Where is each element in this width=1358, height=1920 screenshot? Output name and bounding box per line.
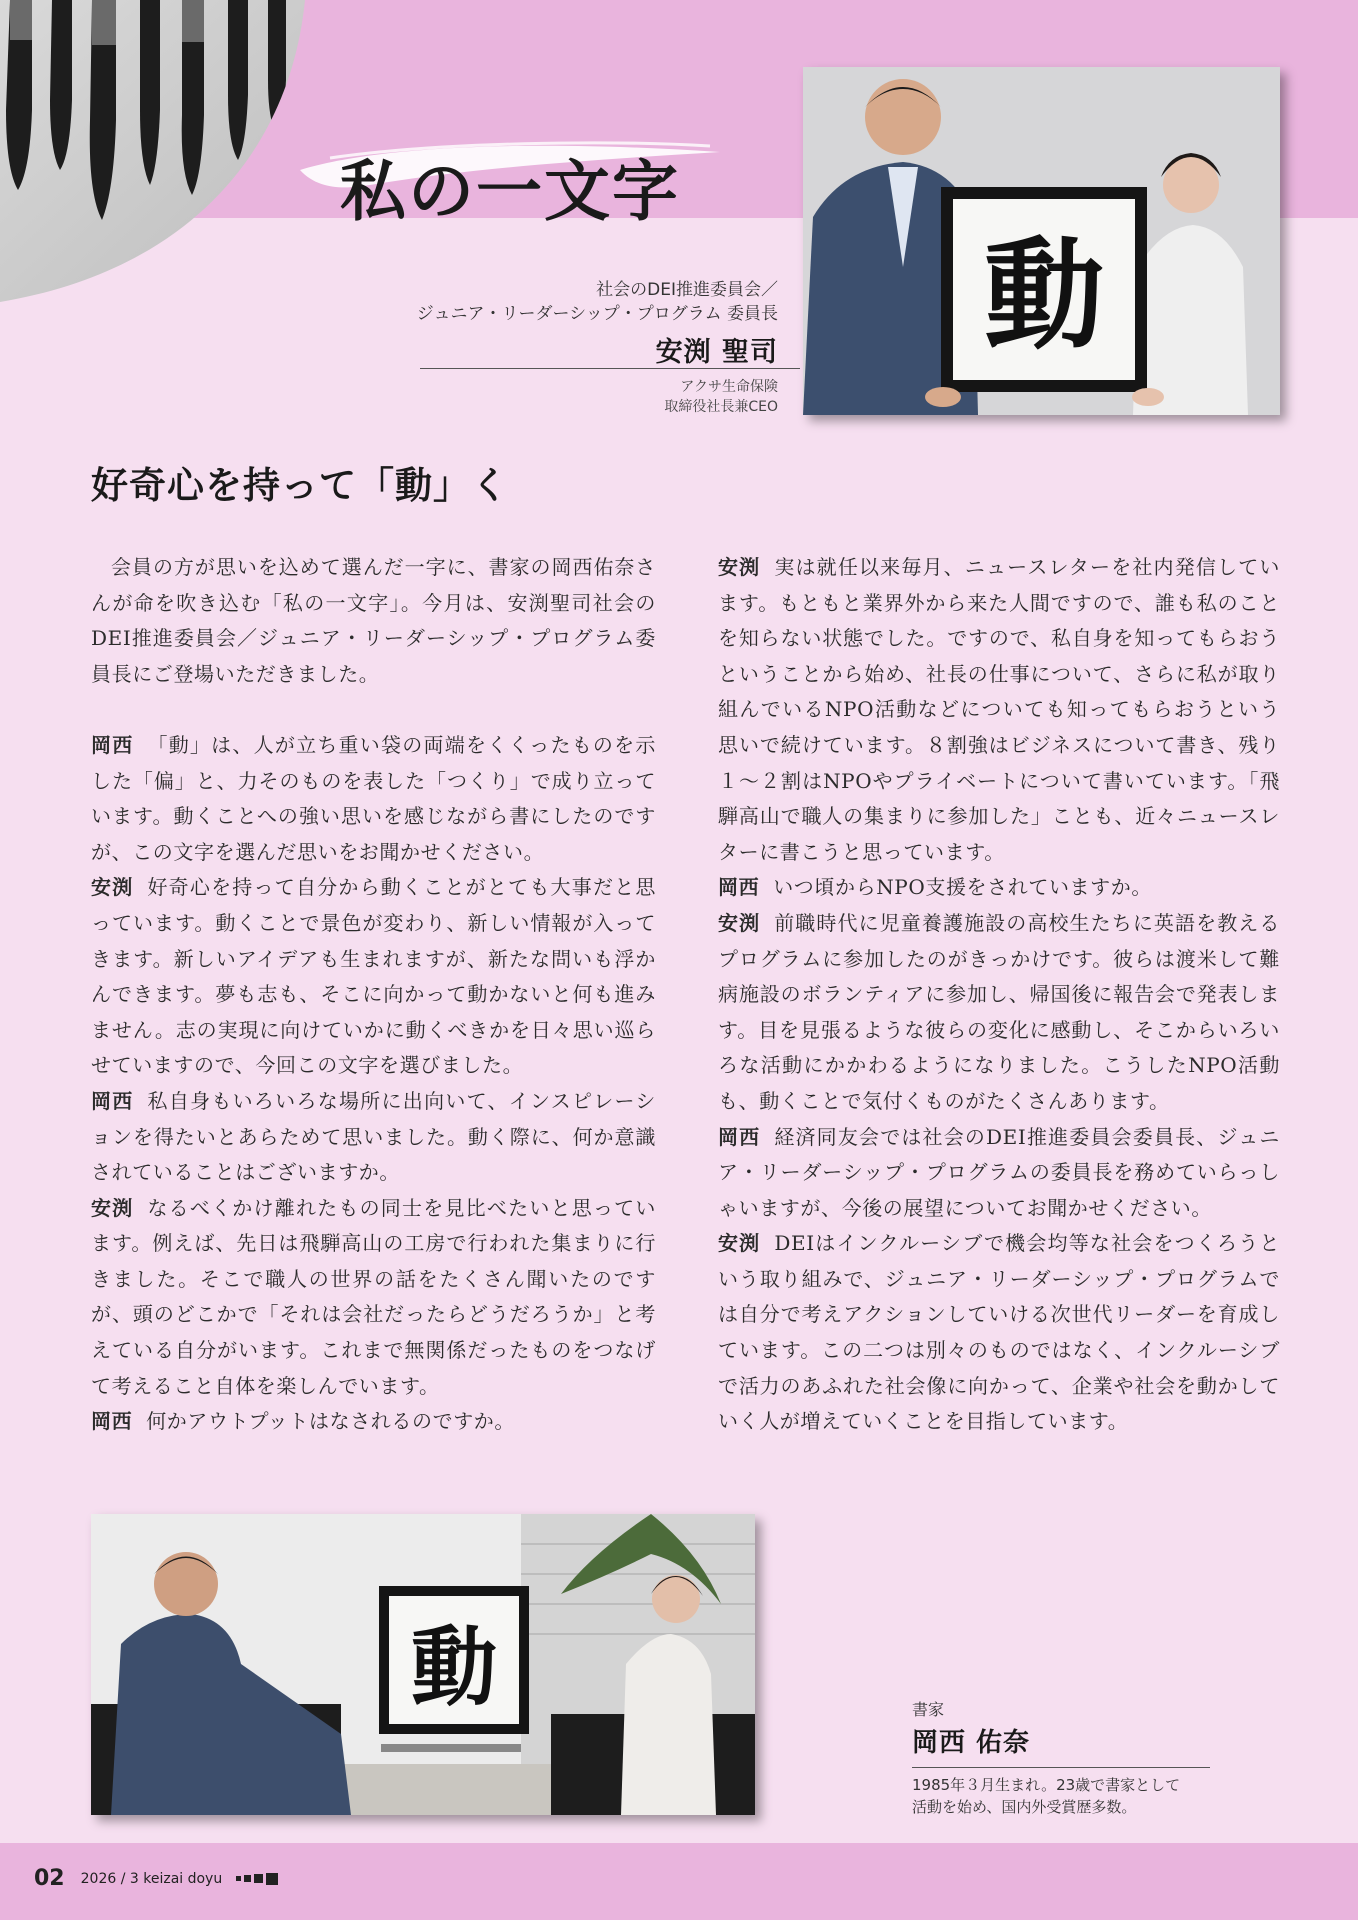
dialogue-paragraph [91, 1084, 656, 1191]
dialogue-paragraph [91, 870, 656, 1084]
issue-label: 2026 / 3 keizai doyu [80, 1870, 223, 1887]
dialogue-text: なるべくかけ離れたもの同士を見比べたいと思っています。例えば、先日は飛騨高山の工房で行われた集まりに行きました。そこで職人の世界の話をたくさん聞いたのですが、頭のどこかで「それは会社だったらどうだろうか」と考えている自分がいます。これまで無関係だったものをつなげて考えること自体を楽しんでいます。 [91, 1195, 656, 1398]
artist-profile [912, 1697, 1212, 1818]
dialogue-text: いつ頃からNPO支援をされていますか。 [773, 875, 1152, 900]
page-number: 02 [34, 1866, 65, 1891]
article-column-left [91, 550, 656, 1440]
profile-divider [420, 368, 800, 369]
artist-name: 岡西 佑奈 [912, 1728, 1031, 1758]
dialogue-paragraph [718, 1226, 1280, 1440]
interview-photo [91, 1514, 755, 1815]
interviewee-role-line1: 社会のDEI推進委員会／ [596, 280, 778, 300]
speaker-label: 安渕 [91, 875, 134, 900]
speaker-label: 安渕 [718, 910, 761, 935]
footer-squares-icon [236, 1873, 278, 1885]
dialogue-text: 実は就任以来毎月、ニュースレターを社内発信しています。もともと業界外から来た人間ですので、誰も私のことを知らない状態でした。ですので、私自身を知ってもらおうということから始め、社長の仕事について、さらに私が取り組んでいるNPO活動などについても知ってもらおうという思いで続けています。８割強はビジネスについて書き、残り１～２割はNPOやプライベートについて書いています。「飛騨高山で職人の集まりに参加した」ことも、近々ニュースレターに書こうと思っています。 [718, 555, 1280, 864]
artist-bio [912, 1774, 1212, 1818]
artist-bio-line2: 活動を始め、国内外受賞歴多数。 [912, 1798, 1137, 1816]
speaker-label: 安渕 [91, 1195, 134, 1220]
speaker-label: 岡西 [718, 1124, 761, 1149]
dialogue-text: 経済同友会では社会のDEI推進委員会委員長、ジュニア・リーダーシップ・プログラムの委員長を務めていらっしゃいますが、今後の展望についてお聞かせください。 [718, 1124, 1280, 1220]
dialogue-paragraph [718, 550, 1280, 870]
dialogue-text: 前職時代に児童養護施設の高校生たちに英語を教えるプログラムに参加したのがきっかけです。彼らは渡米して難病施設のボランティアに参加し、帰国後に報告会で発表します。目を見張るような彼らの変化に感動し、そこからいろいろな活動にかかわるようになりました。こうしたNPO活動も、動くことで気付くものがたくさんあります。 [718, 910, 1281, 1113]
calligraphy-character: 動 [411, 1617, 497, 1718]
speaker-label: 岡西 [91, 1088, 134, 1113]
series-title [290, 130, 730, 230]
dialogue-paragraph [718, 1120, 1280, 1227]
artist-divider [912, 1767, 1210, 1768]
interviewee-company [664, 377, 778, 417]
article-column-right [718, 550, 1280, 1440]
interviewee-role-line2: ジュニア・リーダーシップ・プログラム 委員長 [416, 304, 778, 324]
dialogue-text: 好奇心を持って自分から動くことがとても大事だと思っています。動くことで景色が変わり、新しい情報が入ってきます。新しいアイデアも生まれますが、新たな問いも浮かんできます。夢も志も、そこに向かって動かないと何も進みません。志の実現に向けていかに動くべきかを日々思い巡らせていますので、今回この文字を選びました。 [91, 875, 656, 1078]
dialogue-text: 「動」は、人が立ち重い袋の両端をくくったものを示した「偏」と、力そのものを表した「つくり」で成り立っています。動くことへの強い思いを感じながら書にしたのですが、この文字を選んだ思いをお聞かせください。 [91, 732, 657, 864]
company-line1: アクサ生命保険 [680, 379, 778, 395]
dialogue-paragraph [91, 728, 656, 870]
dialogue-paragraph [718, 870, 1280, 906]
article-headline: 好奇心を持って「動」く [91, 463, 509, 507]
artist-bio-line1: 1985年３月生まれ。23歳で書家として [912, 1776, 1181, 1794]
dialogue-text: 何かアウトプットはなされるのですか。 [146, 1409, 516, 1434]
calligraphy-character: 動 [984, 225, 1104, 366]
speaker-label: 安渕 [718, 555, 761, 579]
portrait-photo [803, 67, 1280, 415]
speaker-label: 岡西 [718, 875, 760, 900]
article-intro: 会員の方が思いを込めて選んだ一字に、書家の岡西佑奈さんが命を吹き込む「私の一文字」。今月は、安渕聖司社会のDEI推進委員会／ジュニア・リーダーシップ・プログラム委員長にご登場いただきました。 [91, 555, 656, 686]
dialogue-text: 私自身もいろいろな場所に出向いて、インスピレーションを得たいとあらためて思いました。動く際に、何か意識されていることはございますか。 [91, 1088, 656, 1185]
interviewee-profile [417, 278, 778, 369]
speaker-label: 岡西 [91, 732, 134, 757]
speaker-label: 岡西 [91, 1409, 133, 1434]
dialogue-paragraph [91, 1404, 656, 1440]
dialogue-paragraph [91, 1191, 656, 1405]
company-line2: 取締役社長兼CEO [664, 399, 778, 415]
dialogue-paragraph [718, 906, 1280, 1120]
artist-role: 書家 [912, 1700, 945, 1719]
interviewee-name: 安渕 聖司 [655, 337, 778, 368]
dialogue-text: DEIはインクルーシブで機会均等な社会をつくろうという取り組みで、ジュニア・リーダーシップ・プログラムでは自分で考えアクションしていける次世代リーダーを育成しています。この二つは別々のものではなく、インクルーシブで活力のあふれた社会像に向かって、企業や社会を動かしていく人が増えていくことを目指しています。 [718, 1231, 1280, 1434]
speaker-label: 安渕 [718, 1231, 761, 1256]
brush-photo [0, 0, 320, 302]
series-title-text: 私の一文字 [340, 152, 680, 230]
page-footer [34, 1866, 278, 1891]
